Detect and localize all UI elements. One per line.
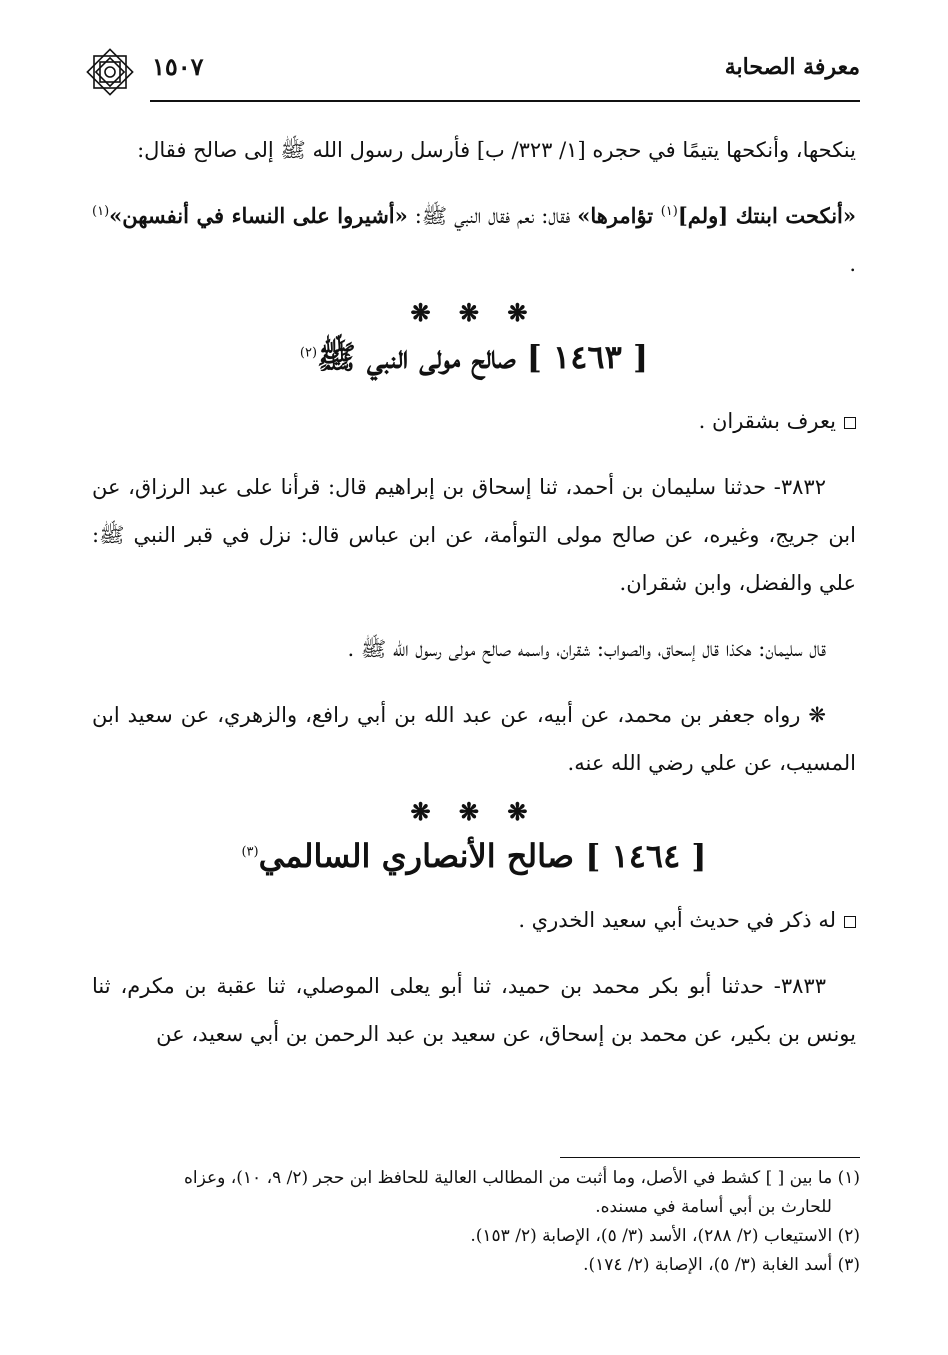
paragraph-2	[92, 192, 856, 288]
commentary-paragraph: قال سليمان: هكذا قال إسحاق، والصواب: شقران، واسمه صالح مولى رسول الله ﷺ .	[347, 637, 826, 661]
entry-heading-1464	[92, 832, 856, 880]
square-bullet-icon	[844, 417, 856, 429]
section-divider: ❋ ❋ ❋	[410, 797, 538, 826]
footnote-rule	[560, 1157, 860, 1158]
footnote-3: (٣) أسد الغابة (٣/ ٥)، الإصابة (٢/ ١٧٤).	[583, 1255, 860, 1275]
entry-title: [ ١٤٦٣ ] صالح مولى النبي ﷺ	[317, 338, 649, 376]
running-title: معرفة الصحابة	[724, 54, 860, 80]
footnote-1: (١) ما بين [ ] كشط في الأصل، وما أثبت من المطالب العالية للحافظ ابن حجر (٢/ ٩، ١٠)، وعزاه	[184, 1168, 860, 1188]
footnote-ref-2: (١)	[92, 204, 110, 219]
hadith-3832: ٣٨٣٢- حدثنا سليمان بن أحمد، ثنا إسحاق بن إبراهيم قال: قرأنا على عبد الرزاق، عن ابن جريج، وغيره، عن صالح مولى التوأمة، عن ابن عباس قال: نزل في قبر النبي ﷺ: علي والفضل، وابن شقران.	[92, 475, 856, 595]
footnote-ref-1: (١)	[660, 204, 678, 219]
entry-note-text: يعرف بشقران .	[698, 409, 836, 433]
entry-note	[92, 896, 856, 944]
quote-1: «أنكحت ابنتك [ولم]	[677, 203, 856, 228]
entry-note-text: له ذكر في حديث أبي سعيد الخدري .	[518, 908, 836, 932]
entry-heading-1463	[92, 333, 856, 381]
page-header	[80, 48, 860, 92]
entry-note	[92, 397, 856, 445]
quote-1-end: تؤامرها»	[577, 203, 661, 228]
paragraph-1: ينكحها، وأنكحها يتيمًا في حجره [١/ ٣٢٣/ ب] فأرسل رسول الله ﷺ إلى صالح فقال:	[137, 138, 856, 162]
footnote-1-continued: للحارث بن أبي أسامة في مسنده.	[595, 1197, 832, 1217]
footnote-ref-3: (٢)	[299, 345, 318, 361]
footnote-2: (٢) الاستيعاب (٢/ ٢٨٨)، الأسد (٣/ ٥)، الإصابة (٢/ ١٥٣).	[470, 1226, 860, 1246]
paragraph-2-text: فقال: نعم فقال النبي ﷺ:	[407, 204, 578, 228]
header-rule	[150, 100, 860, 102]
footnote-ref-4: (٣)	[241, 844, 259, 860]
hadith-3833: ٣٨٣٣- حدثنا أبو بكر محمد بن حميد، ثنا أبو يعلى الموصلي، ثنا عقبة بن مكرم، ثنا يونس بن بكير، عن محمد بن إسحاق، عن سعيد بن عبد الرحمن بن أبي سعيد، عن	[92, 974, 856, 1046]
entry-title: [ ١٤٦٤ ] صالح الأنصاري السالمي	[258, 837, 707, 875]
quote-2: «أشيروا على النساء في أنفسهن»	[109, 203, 408, 228]
star-ornament-icon	[80, 42, 140, 102]
main-text	[92, 126, 856, 1058]
paragraph-2-end: .	[849, 252, 856, 276]
page-number: ١٥٠٧	[152, 52, 204, 81]
section-divider: ❋ ❋ ❋	[410, 298, 538, 327]
footnotes	[92, 1164, 860, 1280]
square-bullet-icon	[844, 916, 856, 928]
narration-paragraph: ❋ رواه جعفر بن محمد، عن أبيه، عن عبد الله بن أبي رافع، والزهري، عن سعيد ابن المسيب، عن علي رضي الله عنه.	[92, 703, 856, 775]
